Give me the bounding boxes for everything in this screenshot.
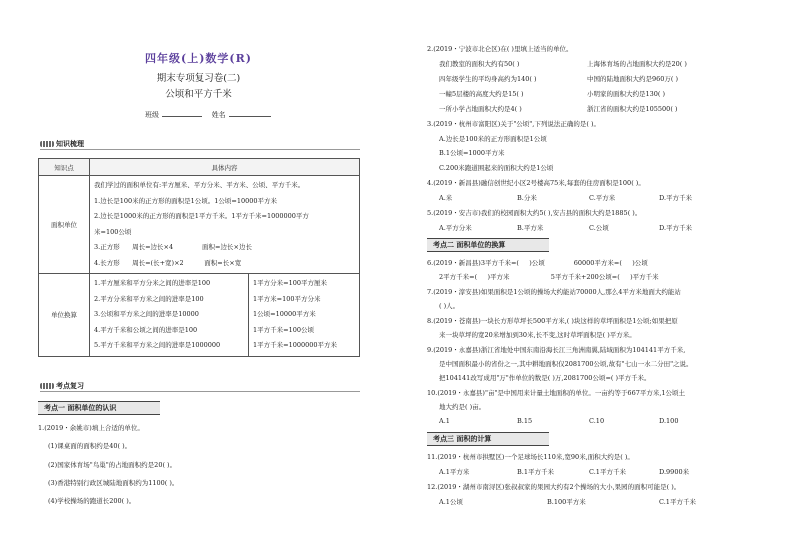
- question-3-option: B.1公顷=1000平方米: [439, 149, 505, 157]
- knowledge-table: [38, 158, 360, 357]
- name-label: 姓名: [211, 111, 226, 119]
- question-1-item: (1)课桌面的面积约是40( )。: [48, 442, 132, 450]
- page-topic: 公顷和平方千米: [165, 89, 232, 100]
- content-line: 3.正方形 周长=边长×4 面积=边长×边长: [94, 243, 252, 251]
- question-2-item: 四年级学生的平均身高约为140( ): [439, 75, 537, 83]
- table-cell-content: [90, 274, 360, 357]
- question-9-line: 是中国面积最小的省份之一,其中耕地面积仅2081700公顷,故有"七山一水二分田"之说。: [439, 360, 693, 368]
- review-section-header: [40, 381, 84, 391]
- content-line: 1平方千米=1000000平方米: [253, 341, 338, 349]
- question-9-line: 把104141改写成用"万"作单位的数是( )万,2081700公顷=( )平方千米。: [439, 374, 651, 382]
- table-header-content: 具体内容: [90, 159, 360, 176]
- table-header-topic: 知识点: [39, 159, 90, 176]
- question-3-option: C.200米跑道围起来的面积大约是1公顷: [439, 164, 554, 172]
- question-5-option: B.平方米: [517, 224, 544, 232]
- knowledge-section-header: [40, 139, 84, 149]
- content-line: 1.平方厘米和平方分米之间的进率是100: [94, 279, 211, 287]
- question-10-option: D.100: [659, 417, 679, 425]
- content-line: 1平方米=100平方分米: [253, 294, 321, 303]
- question-2-item: 浙江省的面积大约是105500( ): [587, 105, 678, 113]
- question-4-option: C.平方米: [589, 194, 616, 202]
- question-2-item: 我们教室的面积大约有50( ): [439, 60, 520, 68]
- content-line: 1.边长是100米的正方形的面积是1公顷。1公顷=10000平方米: [94, 196, 278, 205]
- page-title: 四年级(上)数学(R): [145, 52, 252, 65]
- section-label: 考点复习: [56, 381, 84, 390]
- question-1-item: (2)国家体育场"鸟巢"的占地面积约是20( )。: [48, 461, 177, 469]
- name-blank[interactable]: [229, 110, 271, 117]
- question-9: 9.(2019・永嘉县)浙江省地处中国东南沿海长江三角洲南翼,陆域面积为104141平方千米,: [427, 346, 686, 354]
- section-label: 知识梳理: [56, 139, 84, 148]
- question-2: 2.(2019・宁波市北仑区)在( )里填上适当的单位。: [427, 45, 573, 53]
- right-page: [397, 0, 794, 547]
- question-6-line: 2平方千米=( )平方米 5平方千米+200公顷=( )平方千米: [439, 273, 659, 281]
- question-1: 1.(2019・余姚市)填上合适的单位。: [38, 424, 144, 432]
- table-category: 面积单位: [39, 176, 90, 274]
- section-divider: [40, 149, 360, 150]
- question-11-option: B.1平方千米: [517, 468, 554, 476]
- question-8: 8.(2019・苍南县)一块长方形草坪长500平方米,( )块这样的草坪面积是1公顷;如果把原: [427, 317, 678, 325]
- question-5-option: D.平方千米: [659, 224, 693, 232]
- question-12: 12.(2019・湖州市南浔区)张叔叔家的果园大约有2个操场的大小,果园的面积可能是( )。: [427, 483, 681, 491]
- content-line: 2.平方分米和平方米之间的进率是100: [94, 294, 204, 303]
- question-7: 7.(2019・淳安县)如果面积是1公顷的操场大约能站70000人,那么4平方米地面大约能站: [427, 288, 681, 296]
- question-1-item: (4)学校操场的跑道长200( )。: [48, 497, 136, 505]
- question-2-item: 小明家的面积大约是130( ): [587, 90, 666, 98]
- question-10-option: B.15: [517, 417, 533, 425]
- question-3-option: A.边长是100米的正方形面积是1公顷: [439, 135, 547, 143]
- question-11-option: A.1平方米: [439, 468, 470, 476]
- question-10-option: C.10: [589, 417, 605, 425]
- table-cell-content: [90, 176, 360, 274]
- table-row: [39, 274, 360, 357]
- content-line: 我们学过的面积单位有:平方厘米、平方分米、平方米、公顷、平方千米。: [94, 181, 305, 189]
- table-category: 单位换算: [39, 274, 90, 357]
- question-5: 5.(2019・安吉市)我们的校园面积大约5( ),安吉县的面积大约是1885( )。: [427, 209, 642, 217]
- question-5-option: A.平方分米: [439, 224, 472, 232]
- section-marker-icon: [40, 141, 54, 147]
- topic-heading-3: 考点三 面积的计算: [427, 432, 549, 446]
- page-subtitle: 期末专项复习卷(二): [156, 73, 241, 84]
- question-11: 11.(2019・杭州市拱墅区)一个足球场长110米,宽90米,面积大约是( )。: [427, 453, 634, 461]
- content-line: 2.边长是1000米的正方形的面积是1平方千米。1平方千米=1000000平方: [94, 212, 309, 220]
- content-line: 1平方分米=100平方厘米: [253, 279, 327, 287]
- question-11-option: D.9900米: [659, 468, 690, 476]
- topic-heading-2: 考点二 面积单位的换算: [427, 238, 549, 252]
- question-12-option: A.1公顷: [439, 498, 463, 506]
- section-divider: [40, 391, 360, 392]
- class-field: [145, 110, 274, 120]
- question-10: 10.(2019・永嘉县)"亩"是中国用来计量土地面积的单位。一亩约等于667平方米,1公顷土: [427, 389, 686, 397]
- question-4-option: D.平方千米: [659, 194, 693, 202]
- question-5-option: C.公顷: [589, 224, 609, 232]
- table-row: [39, 176, 360, 274]
- content-line: 1平方千米=100公顷: [253, 325, 314, 334]
- question-4-option: B.分米: [517, 194, 537, 202]
- question-10-option: A.1: [439, 417, 450, 425]
- question-10-line: 地大约是( )亩。: [439, 403, 486, 411]
- question-6: 6.(2019・新昌县)3平方千米=( )公顷 60000平方米=( )公顷: [427, 259, 648, 267]
- question-2-item: 中国的陆地面积大约是960万( ): [587, 75, 679, 83]
- question-2-item: 一所小学占地面积大约是4( ): [439, 105, 522, 113]
- question-1-item: (3)香港特别行政区城陆地面积约为1100( )。: [48, 479, 179, 487]
- content-line: 4.长方形 周长=(长+宽)×2 面积=长×宽: [94, 258, 242, 267]
- question-8-line: 来一块草坪的宽20米增加到30米,长不变,这时草坪面积是( )平方米。: [439, 331, 636, 339]
- content-line: 5.平方千米和平方米之间的进率是1000000: [94, 341, 221, 349]
- content-line: 米=100公顷: [94, 227, 132, 236]
- question-11-option: C.1平方千米: [589, 468, 626, 476]
- question-2-item: 一幢5层楼的高度大约是15( ): [439, 90, 524, 98]
- content-line: 3.公顷和平方米之间的进率是10000: [94, 310, 199, 318]
- topic-heading-1: 考点一 面积单位的认识: [38, 401, 160, 415]
- question-12-option: B.100平方米: [547, 498, 586, 506]
- question-4: 4.(2019・新昌县)融信创世纪小区2号楼高75米,每套的住房面积是100( )。: [427, 179, 645, 187]
- question-7-line: ( )人。: [439, 302, 460, 310]
- question-12-option: C.1平方千米: [659, 498, 696, 506]
- content-line: 1公顷=10000平方米: [253, 310, 316, 318]
- section-marker-icon: [40, 383, 54, 389]
- question-2-item: 上海体育场的占地面积大约是20( ): [587, 60, 687, 68]
- class-label: 班级: [145, 111, 159, 119]
- content-line: 4.平方千米和公顷之间的进率是100: [94, 325, 198, 334]
- question-3: 3.(2019・杭州市富阳区)关于"公顷",下列说法正确的是( )。: [427, 120, 600, 128]
- class-blank[interactable]: [162, 110, 202, 117]
- question-4-option: A.米: [439, 194, 453, 202]
